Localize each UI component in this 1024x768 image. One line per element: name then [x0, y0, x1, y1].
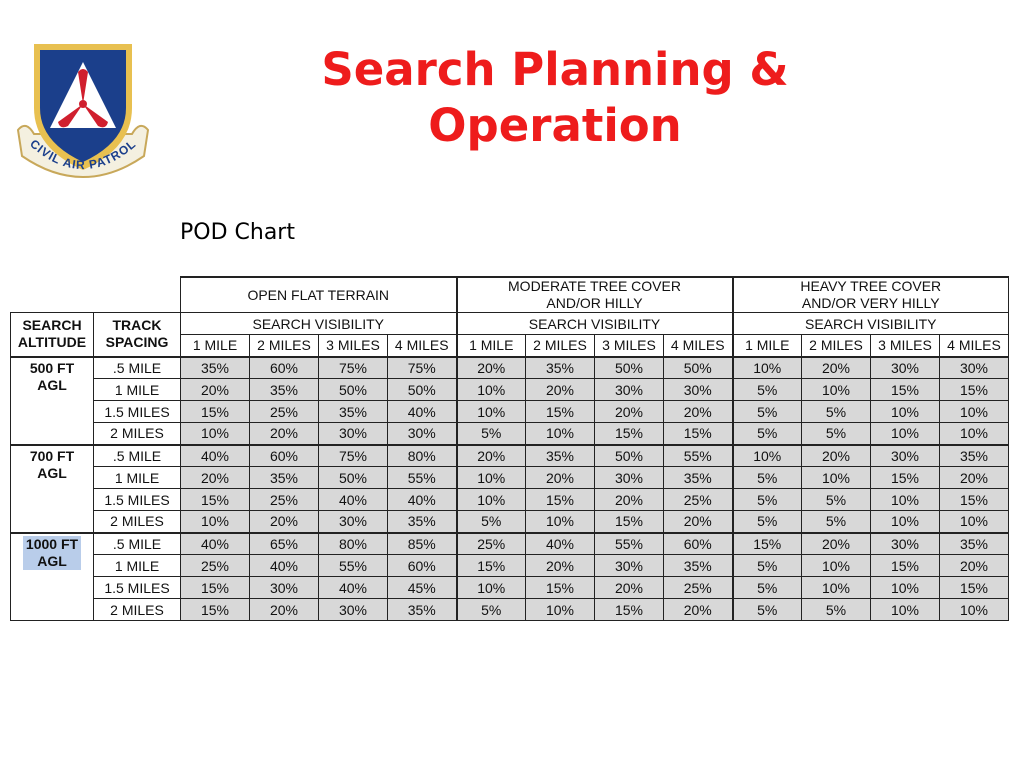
pod-value-cell: 15% — [940, 489, 1009, 511]
pod-value-cell: 60% — [388, 555, 457, 577]
terrain-header — [181, 277, 457, 313]
pod-value-cell: 20% — [457, 357, 526, 379]
visibility-header: 2 MILES — [802, 335, 871, 357]
search-visibility-header: SEARCH VISIBILITY — [733, 313, 1009, 335]
pod-value-cell: 10% — [871, 401, 940, 423]
pod-value-cell: 5% — [457, 599, 526, 621]
pod-value-cell: 25% — [181, 555, 250, 577]
altitude-label — [11, 533, 94, 621]
visibility-header: 1 MILE — [181, 335, 250, 357]
pod-value-cell: 30% — [871, 445, 940, 467]
pod-value-cell: 50% — [595, 445, 664, 467]
table-row — [11, 357, 1009, 379]
terrain-header — [733, 277, 1009, 313]
pod-value-cell: 20% — [250, 423, 319, 445]
pod-value-cell: 10% — [871, 577, 940, 599]
pod-value-cell: 80% — [388, 445, 457, 467]
search-visibility-header: SEARCH VISIBILITY — [457, 313, 733, 335]
pod-value-cell: 35% — [388, 511, 457, 533]
track-spacing-cell: 1 MILE — [94, 555, 181, 577]
pod-value-cell: 35% — [940, 533, 1009, 555]
pod-value-cell: 30% — [871, 357, 940, 379]
pod-value-cell: 35% — [664, 555, 733, 577]
pod-value-cell: 15% — [871, 555, 940, 577]
table-row — [11, 401, 1009, 423]
pod-value-cell: 30% — [940, 357, 1009, 379]
civil-air-patrol-logo — [12, 38, 154, 188]
pod-value-cell: 35% — [526, 357, 595, 379]
pod-value-cell: 20% — [802, 533, 871, 555]
pod-value-cell: 10% — [871, 489, 940, 511]
pod-value-cell: 15% — [664, 423, 733, 445]
pod-value-cell: 10% — [940, 511, 1009, 533]
track-spacing-cell: 1 MILE — [94, 467, 181, 489]
pod-value-cell: 20% — [802, 357, 871, 379]
pod-value-cell: 40% — [181, 445, 250, 467]
pod-value-cell: 15% — [526, 401, 595, 423]
pod-value-cell: 20% — [595, 489, 664, 511]
pod-value-cell: 5% — [733, 511, 802, 533]
pod-value-cell: 15% — [595, 599, 664, 621]
pod-value-cell: 30% — [595, 379, 664, 401]
pod-value-cell: 45% — [388, 577, 457, 599]
pod-value-cell: 20% — [250, 511, 319, 533]
pod-value-cell: 40% — [388, 489, 457, 511]
visibility-header: 1 MILE — [457, 335, 526, 357]
table-row — [11, 533, 1009, 555]
pod-value-cell: 50% — [319, 467, 388, 489]
pod-value-cell: 60% — [664, 533, 733, 555]
track-spacing-cell: .5 MILE — [94, 533, 181, 555]
pod-value-cell: 10% — [802, 577, 871, 599]
pod-value-cell: 50% — [319, 379, 388, 401]
pod-value-cell: 10% — [802, 467, 871, 489]
pod-value-cell: 50% — [595, 357, 664, 379]
pod-value-cell: 20% — [940, 555, 1009, 577]
pod-value-cell: 5% — [733, 555, 802, 577]
visibility-header: 4 MILES — [664, 335, 733, 357]
pod-value-cell: 35% — [940, 445, 1009, 467]
pod-value-cell: 20% — [250, 599, 319, 621]
track-spacing-cell: 1.5 MILES — [94, 577, 181, 599]
altitude-text — [30, 360, 74, 394]
table-row — [11, 445, 1009, 467]
pod-value-cell: 5% — [802, 423, 871, 445]
altitude-line-2: AGL — [37, 376, 67, 393]
pod-value-cell: 5% — [733, 489, 802, 511]
pod-value-cell: 55% — [595, 533, 664, 555]
terrain-line-1: MODERATE TREE COVER — [508, 278, 681, 294]
pod-value-cell: 10% — [526, 511, 595, 533]
track-spacing-cell: 2 MILES — [94, 511, 181, 533]
table-row — [11, 489, 1009, 511]
altitude-line-2: AGL — [37, 552, 67, 569]
visibility-header: 2 MILES — [250, 335, 319, 357]
pod-value-cell: 35% — [388, 599, 457, 621]
pod-value-cell: 30% — [250, 577, 319, 599]
pod-value-cell: 35% — [181, 357, 250, 379]
pod-value-cell: 20% — [664, 599, 733, 621]
pod-value-cell: 10% — [871, 599, 940, 621]
pod-value-cell: 80% — [319, 533, 388, 555]
pod-value-cell: 10% — [457, 379, 526, 401]
pod-value-cell: 40% — [319, 489, 388, 511]
pod-value-cell: 10% — [457, 467, 526, 489]
pod-value-cell: 15% — [181, 401, 250, 423]
pod-value-cell: 40% — [250, 555, 319, 577]
pod-value-cell: 15% — [457, 555, 526, 577]
pod-value-cell: 25% — [664, 489, 733, 511]
pod-value-cell: 5% — [802, 489, 871, 511]
pod-value-cell: 15% — [940, 577, 1009, 599]
pod-value-cell: 25% — [457, 533, 526, 555]
pod-value-cell: 20% — [457, 445, 526, 467]
table-row — [11, 379, 1009, 401]
pod-value-cell: 55% — [319, 555, 388, 577]
pod-value-cell: 20% — [595, 577, 664, 599]
pod-value-cell: 40% — [526, 533, 595, 555]
pod-value-cell: 25% — [664, 577, 733, 599]
corner-blank — [11, 277, 181, 313]
pod-value-cell: 15% — [595, 511, 664, 533]
pod-value-cell: 15% — [526, 577, 595, 599]
pod-value-cell: 20% — [664, 511, 733, 533]
pod-value-cell: 55% — [664, 445, 733, 467]
pod-value-cell: 55% — [388, 467, 457, 489]
pod-value-cell: 10% — [940, 401, 1009, 423]
chart-subtitle: POD Chart — [180, 220, 295, 245]
pod-value-cell: 15% — [871, 467, 940, 489]
pod-value-cell: 20% — [595, 401, 664, 423]
pod-value-cell: 30% — [595, 555, 664, 577]
altitude-label — [11, 445, 94, 533]
pod-value-cell: 15% — [595, 423, 664, 445]
pod-value-cell: 10% — [457, 401, 526, 423]
pod-value-cell: 20% — [181, 467, 250, 489]
visibility-header: 2 MILES — [526, 335, 595, 357]
visibility-header: 3 MILES — [595, 335, 664, 357]
pod-value-cell: 30% — [664, 379, 733, 401]
pod-value-cell: 5% — [733, 401, 802, 423]
visibility-header: 3 MILES — [871, 335, 940, 357]
track-spacing-cell: 2 MILES — [94, 599, 181, 621]
pod-value-cell: 75% — [388, 357, 457, 379]
track-spacing-cell: .5 MILE — [94, 445, 181, 467]
pod-value-cell: 50% — [388, 379, 457, 401]
altitude-line-1: 1000 FT — [25, 535, 79, 552]
pod-value-cell: 60% — [250, 445, 319, 467]
pod-value-cell: 10% — [457, 577, 526, 599]
pod-value-cell: 5% — [802, 599, 871, 621]
pod-value-cell: 5% — [733, 379, 802, 401]
logo-text: CIVIL AIR PATROL — [27, 136, 139, 173]
pod-value-cell: 10% — [526, 423, 595, 445]
pod-value-cell: 5% — [457, 511, 526, 533]
pod-value-cell: 15% — [733, 533, 802, 555]
pod-value-cell: 65% — [250, 533, 319, 555]
visibility-header: 4 MILES — [940, 335, 1009, 357]
table-row — [11, 511, 1009, 533]
pod-value-cell: 40% — [181, 533, 250, 555]
pod-value-cell: 35% — [526, 445, 595, 467]
track-spacing-cell: 1.5 MILES — [94, 489, 181, 511]
pod-value-cell: 20% — [526, 467, 595, 489]
terrain-line-1: HEAVY TREE COVER — [800, 278, 942, 294]
pod-value-cell: 35% — [250, 467, 319, 489]
visibility-header: 4 MILES — [388, 335, 457, 357]
pod-value-cell: 10% — [181, 423, 250, 445]
table-row — [11, 599, 1009, 621]
pod-value-cell: 15% — [526, 489, 595, 511]
pod-value-cell: 10% — [871, 511, 940, 533]
title-line-1: Search Planning & — [321, 43, 789, 96]
pod-value-cell: 15% — [181, 577, 250, 599]
pod-value-cell: 25% — [250, 489, 319, 511]
pod-value-cell: 10% — [457, 489, 526, 511]
pod-value-cell: 20% — [526, 379, 595, 401]
altitude-line-1: 500 FT — [29, 359, 75, 376]
pod-value-cell: 20% — [802, 445, 871, 467]
title-line-2: Operation — [428, 99, 682, 152]
pod-value-cell: 40% — [388, 401, 457, 423]
pod-value-cell: 5% — [802, 511, 871, 533]
pod-value-cell: 5% — [733, 599, 802, 621]
pod-value-cell: 10% — [940, 423, 1009, 445]
pod-value-cell: 40% — [319, 577, 388, 599]
altitude-text — [30, 448, 74, 482]
pod-value-cell: 5% — [457, 423, 526, 445]
track-spacing-cell: 1.5 MILES — [94, 401, 181, 423]
pod-value-cell: 20% — [664, 401, 733, 423]
track-spacing-cell: .5 MILE — [94, 357, 181, 379]
pod-value-cell: 20% — [526, 555, 595, 577]
pod-value-cell: 10% — [526, 599, 595, 621]
pod-value-cell: 30% — [319, 511, 388, 533]
visibility-header: 3 MILES — [319, 335, 388, 357]
pod-value-cell: 75% — [319, 357, 388, 379]
pod-value-cell: 30% — [871, 533, 940, 555]
table-row — [11, 577, 1009, 599]
pod-value-cell: 35% — [664, 467, 733, 489]
pod-value-cell: 15% — [181, 489, 250, 511]
pod-value-cell: 15% — [940, 379, 1009, 401]
altitude-line-2: AGL — [37, 464, 67, 481]
pod-value-cell: 15% — [181, 599, 250, 621]
table-row — [11, 423, 1009, 445]
altitude-label — [11, 357, 94, 445]
search-altitude-header: SEARCH ALTITUDE — [11, 313, 94, 357]
pod-value-cell: 5% — [733, 423, 802, 445]
pod-value-cell: 30% — [319, 599, 388, 621]
pod-value-cell: 15% — [871, 379, 940, 401]
pod-value-cell: 25% — [250, 401, 319, 423]
pod-value-cell: 30% — [595, 467, 664, 489]
pod-value-cell: 10% — [940, 599, 1009, 621]
track-spacing-cell: 1 MILE — [94, 379, 181, 401]
pod-table — [10, 276, 1009, 621]
pod-value-cell: 60% — [250, 357, 319, 379]
pod-value-cell: 75% — [319, 445, 388, 467]
pod-value-cell: 10% — [802, 555, 871, 577]
pod-value-cell: 10% — [871, 423, 940, 445]
pod-value-cell: 20% — [181, 379, 250, 401]
table-row — [11, 467, 1009, 489]
pod-value-cell: 10% — [733, 357, 802, 379]
pod-value-cell: 5% — [733, 577, 802, 599]
pod-value-cell: 30% — [319, 423, 388, 445]
terrain-header — [457, 277, 733, 313]
pod-value-cell: 35% — [319, 401, 388, 423]
page-title — [300, 42, 810, 154]
pod-value-cell: 5% — [802, 401, 871, 423]
pod-value-cell: 10% — [181, 511, 250, 533]
pod-value-cell: 35% — [250, 379, 319, 401]
track-spacing-cell: 2 MILES — [94, 423, 181, 445]
pod-value-cell: 10% — [733, 445, 802, 467]
terrain-line-2: AND/OR HILLY — [546, 295, 643, 311]
track-spacing-header: TRACK SPACING — [94, 313, 181, 357]
terrain-line-1: OPEN FLAT TERRAIN — [247, 286, 390, 303]
terrain-line-2: AND/OR VERY HILLY — [801, 295, 940, 311]
pod-value-cell: 30% — [388, 423, 457, 445]
pod-value-cell: 20% — [940, 467, 1009, 489]
altitude-text — [23, 536, 81, 570]
table-row — [11, 555, 1009, 577]
pod-value-cell: 5% — [733, 467, 802, 489]
pod-value-cell: 50% — [664, 357, 733, 379]
pod-value-cell: 10% — [802, 379, 871, 401]
search-visibility-header: SEARCH VISIBILITY — [181, 313, 457, 335]
altitude-line-1: 700 FT — [29, 447, 75, 464]
pod-value-cell: 85% — [388, 533, 457, 555]
visibility-header: 1 MILE — [733, 335, 802, 357]
